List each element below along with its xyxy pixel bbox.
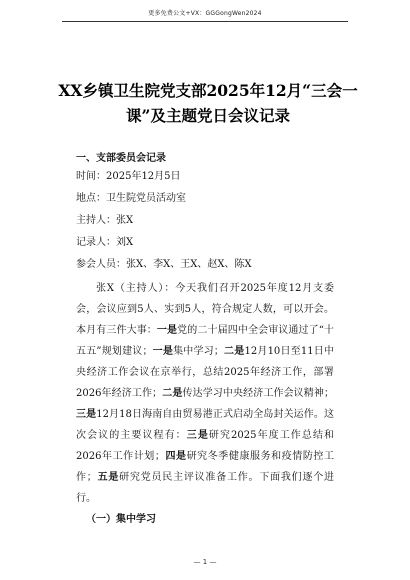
para-text: 12月18日海南自由贸易港正式启动全岛封关运作。这次会议的主要议程有： (76, 409, 335, 441)
body-paragraph (76, 278, 334, 509)
para-text: 张X（主持人）：今天我们召开2025年度12月支委会，会议应到5人、实到5人，符合规定人数，可以开会。本月有三件大事： (76, 283, 334, 336)
para-text: 研究2025年度工作总结和2026年工作计划； (76, 430, 335, 462)
meeting-recorder: 记录人：刘X (76, 237, 134, 248)
meeting-place: 地点：卫生院党员活动室 (76, 193, 186, 204)
document-title: XX乡镇卫生院党支部2025年12月“三会一课”及主题党日会议记录 (58, 81, 358, 125)
header-divider (62, 21, 348, 22)
meeting-attendees: 参会人员：张X、李X、王X、赵X、陈X (76, 259, 252, 270)
para-text: 研究冬季健康服务和疫情防控工作； (76, 451, 335, 483)
header-note: 更多免费公文+VX：GGGongWen2024 (148, 10, 262, 17)
para-emphasis: 二是 (223, 346, 245, 357)
para-emphasis: 四是 (164, 451, 187, 462)
para-emphasis: 一是 (152, 346, 174, 357)
page-number: — 1 — (193, 558, 217, 566)
para-emphasis: 五是 (96, 472, 120, 483)
para-emphasis: 一是 (156, 325, 178, 336)
meeting-host: 主持人：张X (76, 215, 134, 226)
para-text: 集中学习； (173, 346, 224, 357)
para-text: 12月10日至11日中央经济工作会议在京举行，总结2025年经济工作，部署2026年经济工作； (76, 346, 334, 399)
para-emphasis: 三是 (76, 409, 97, 420)
sub-heading: （一）集中学习 (86, 514, 156, 525)
para-text: 传达学习中央经济工作会议精神； (182, 388, 335, 399)
para-emphasis: 三是 (186, 430, 209, 441)
para-emphasis: 二是 (162, 388, 183, 399)
section-heading: 一、支部委员会记录 (76, 153, 166, 164)
para-text: 党的二十届四中全会审议通过了“十五五”规划建议； (76, 325, 334, 357)
para-text: 研究党员民主评议准备工作。下面我们逐个进行。 (76, 472, 335, 504)
meeting-time: 时间：2025年12月5日 (76, 171, 181, 182)
